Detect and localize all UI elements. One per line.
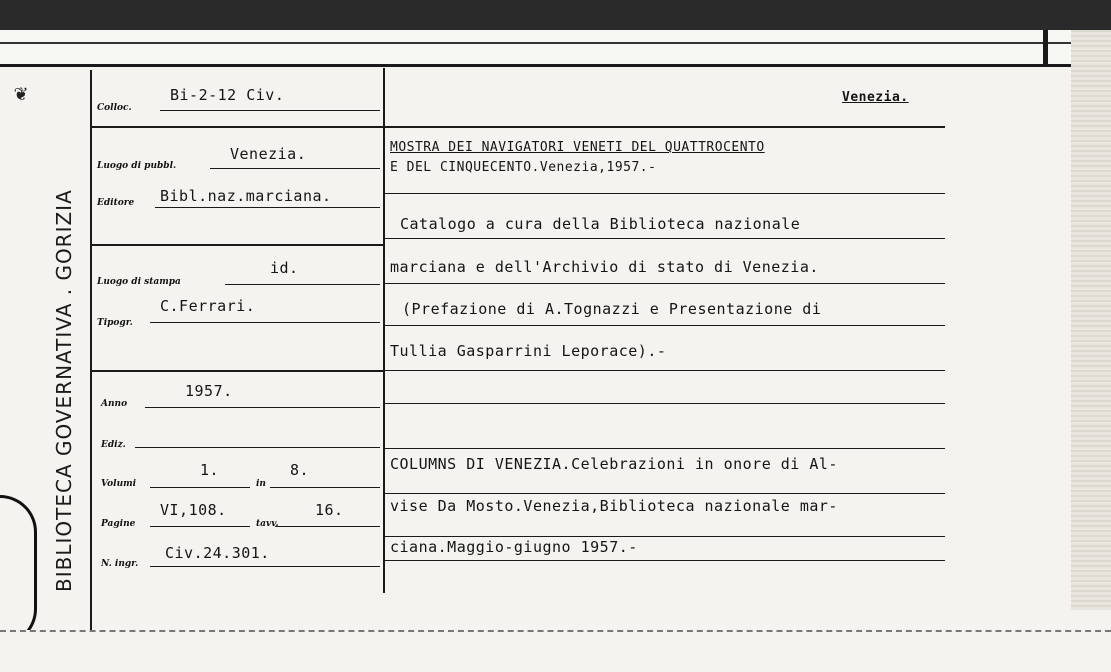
in-label: in [256,479,266,489]
field-underline [150,487,250,488]
collocazione-label: Colloc. [97,103,132,113]
collocazione-value: Bi-2-12 Civ. [170,86,285,104]
desc-rule [385,536,945,537]
top-rule [0,42,1111,44]
luogo-stampa-value: id. [270,259,299,277]
anno-value: 1957. [185,382,233,400]
field-rule [90,244,385,246]
description-line: (Prefazione di A.Tognazzi e Presentazione di [402,300,822,318]
desc-rule [385,126,945,128]
field-rule [90,370,385,372]
editore-label: Editore [97,198,135,208]
location-heading: Venezia. [842,90,909,105]
n-ingr-label: N. ingr. [101,559,139,569]
anno-label: Anno [101,399,128,409]
field-underline [225,284,380,285]
left-column-border [90,70,92,632]
field-rule [90,126,385,128]
institution-stamp: BIBLIOTECA GOVERNATIVA . GORIZIA [52,189,76,592]
desc-rule [385,193,945,194]
desc-rule [385,560,945,561]
tavole-value: 16. [315,501,344,519]
description-line: MOSTRA DEI NAVIGATORI VENETI DEL QUATTROCENTO [390,140,765,155]
tavole-label: tavv. [256,519,279,529]
description-line: Tullia Gasparrini Leporace).- [390,342,667,360]
ediz-label: Ediz. [101,440,126,450]
description-line: marciana e dell'Archivio di stato di Venezia. [390,258,819,276]
field-underline [160,110,380,111]
desc-rule [385,370,945,371]
tipografo-value: C.Ferrari. [160,297,256,315]
card-bottom-edge [0,630,1111,672]
n-ingr-value: Civ.24.301. [165,544,270,562]
desc-rule [385,283,945,284]
ornament-icon: ❦ [14,81,28,106]
description-line: Catalogo a cura della Biblioteca nazionale [400,215,801,233]
luogo-pubbl-label: Luogo di pubbl. [97,161,177,171]
luogo-pubbl-value: Venezia. [230,145,307,163]
description-line: E DEL CINQUECENTO.Venezia,1957.- [390,160,657,175]
volumi-label: Volumi [101,479,137,489]
field-underline [135,447,380,448]
desc-rule [385,325,945,326]
editore-value: Bibl.naz.marciana. [160,187,332,205]
punch-hole [0,495,37,646]
description-line: COLUMNS DI VENEZIA.Celebrazioni in onore di Al- [390,455,838,473]
description-line: ciana.Maggio-giugno 1957.- [390,538,638,556]
card-top-strip [0,30,1111,67]
desc-rule [385,238,945,239]
middle-column-border [383,68,385,593]
field-underline [145,407,380,408]
luogo-stampa-label: Luogo di stampa [97,277,181,287]
field-underline [150,566,380,567]
pagine-value: VI,108. [160,501,227,519]
pagine-label: Pagine [101,519,136,529]
field-underline [155,207,380,208]
volumi-value: 1. [200,461,220,479]
top-notch [1043,30,1048,64]
desc-rule [385,448,945,449]
description-line: vise Da Mosto.Venezia,Biblioteca nazionale mar- [390,497,838,515]
field-underline [150,322,380,323]
field-underline [275,526,380,527]
formato-value: 8. [290,461,310,479]
desc-rule [385,403,945,404]
field-underline [270,487,380,488]
field-underline [150,526,250,527]
desc-rule [385,493,945,494]
tipografo-label: Tipogr. [97,318,133,328]
field-underline [210,168,380,169]
card-stack-edge [1071,30,1111,610]
